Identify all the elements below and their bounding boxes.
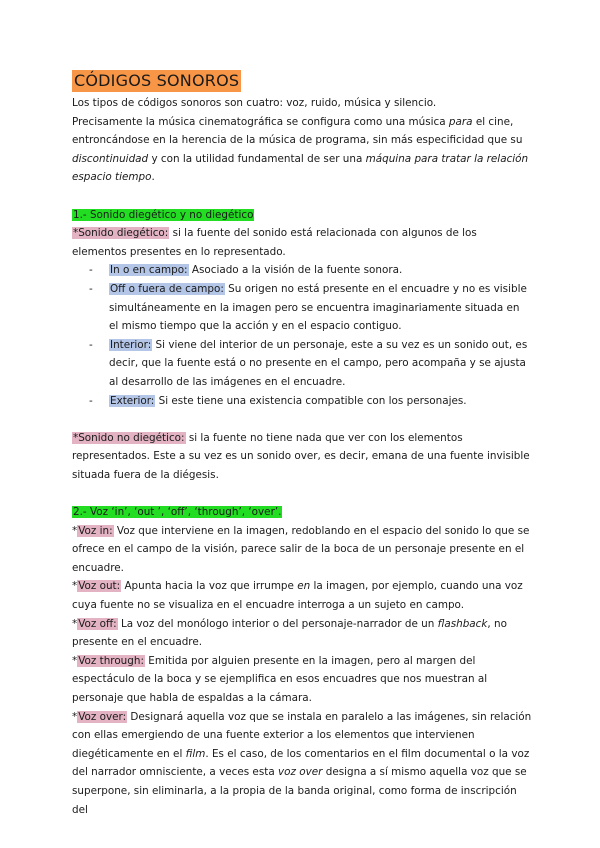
voz-through-term: Voz through: <box>78 654 144 667</box>
voz-over-definition <box>72 708 532 820</box>
list-dash: - <box>89 264 93 277</box>
intro-text: el cine, entroncándose en la herencia de la música de programa, sin más especificidad que su <box>72 115 523 147</box>
voz-off-text: , no presente en el encuadre. <box>72 617 507 649</box>
list-text: Su origen no está presente en el encuadre y no es visible simultáneamente en la imagen pero se encuentra imaginariamente situada en el mismo tiempo que la acción y en el espacio contiguo. <box>109 282 527 333</box>
voz-off-definition <box>72 615 532 652</box>
intro-paragraph-1: Los tipos de códigos sonoros son cuatro: voz, ruido, música y silencio. <box>72 97 437 109</box>
voz-out-term: Voz out: <box>78 580 121 593</box>
intro-paragraph-2 <box>72 113 532 187</box>
list-text: Si este tiene una existencia compatible con los personajes. <box>155 394 467 407</box>
section-2-heading-line <box>72 503 532 522</box>
page-title: CÓDIGOS SONOROS <box>74 71 240 90</box>
list-text: Asociado a la visión de la fuente sonora. <box>188 264 403 277</box>
voz-out-text: la imagen, por ejemplo, cuando una voz cuya fuente no se visualiza en el encuadre interroga a un sujeto en campo. <box>72 580 523 612</box>
nondiegetic-term: *Sonido no diegético: <box>73 431 185 444</box>
nondiegetic-definition <box>72 429 532 485</box>
voz-in-term: Voz in: <box>78 524 113 537</box>
bullet-star: * <box>72 654 78 667</box>
intro-text: y con la utilidad fundamental de ser una <box>148 152 366 165</box>
list-term: In o en campo: <box>110 264 188 277</box>
list-term: Off o fuera de campo: <box>110 282 224 295</box>
voz-off-term: Voz off: <box>78 617 117 630</box>
voz-in-text: Voz que interviene en la imagen, redoblando en el espacio del sonido lo que se ofrece en el campo de la visión, parece salir de la boca de un personaje presente en el encuadre. <box>72 524 530 574</box>
voz-over-emphasis: voz over <box>278 766 323 779</box>
voz-off-emphasis: flashback <box>437 617 488 630</box>
voz-out-emphasis: en <box>297 580 311 593</box>
list-item <box>89 280 532 336</box>
intro-emphasis: máquina para tratar la relación espacio tiempo <box>72 152 529 184</box>
section-1-heading: 1.- Sonido diegético y no diegético <box>73 208 254 221</box>
intro-text: . <box>151 171 155 184</box>
list-term: Exterior: <box>110 394 155 407</box>
list-item <box>89 392 532 411</box>
diegetic-definition <box>72 224 532 261</box>
voz-out-text: Apunta hacia la voz que irrumpe <box>121 580 298 593</box>
bullet-star: * <box>72 524 78 537</box>
section-1-heading-line <box>72 206 532 225</box>
voz-over-term: Voz over: <box>78 710 127 723</box>
list-dash: - <box>89 338 93 351</box>
list-dash: - <box>89 282 93 295</box>
list-item <box>89 336 532 392</box>
voz-over-text: . Es el caso, de los comentarios en el film documental o la voz del narrador omnisciente, a veces esta <box>72 747 530 779</box>
voz-through-definition <box>72 652 532 708</box>
list-dash: - <box>89 394 93 407</box>
diegetic-types-list <box>72 261 532 410</box>
intro-emphasis: para <box>448 115 473 128</box>
voz-over-text: designa a sí mismo aquella voz que se superpone, sin eliminarla, a la propia de la banda original, como forma de inscripción del <box>72 766 527 816</box>
list-term: Interior: <box>110 338 152 351</box>
bullet-star: * <box>72 710 78 723</box>
document-body <box>72 94 532 819</box>
intro-text: Precisamente la música cinematográfica se configura como una música <box>72 115 449 128</box>
nondiegetic-text: si la fuente no tiene nada que ver con los elementos representados. Este a su vez es un sonido over, es decir, emana de una fuente invisible situada fuera de la diégesis. <box>72 431 530 481</box>
diegetic-text: si la fuente del sonido está relacionada con algunos de los elementos presentes en lo representado. <box>72 227 477 258</box>
voz-over-emphasis: film <box>185 747 206 760</box>
voz-through-text: Emitida por alguien presente en la imagen, pero al margen del espectáculo de la boca y se ejemplifica en esos encuadres que nos muestran al personaje que habla de espaldas a la cámara. <box>72 654 488 704</box>
voz-over-text: Designará aquella voz que se instala en paralelo a las imágenes, sin relación con ellas emergiendo de una fuente exterior a los elementos que intervienen diegéticamente en el <box>72 710 532 760</box>
section-2-heading: 2.- Voz ‘in’, ‘out ’, ‘off’, ‘through’, ‘over’. <box>73 506 282 519</box>
bullet-star: * <box>72 617 78 630</box>
voz-in-definition <box>72 522 532 578</box>
voz-off-text: La voz del monólogo interior o del personaje-narrador de un <box>117 617 438 630</box>
bullet-star: * <box>72 580 78 593</box>
list-item <box>89 261 532 280</box>
intro-emphasis: discontinuidad <box>72 152 149 165</box>
list-text: Si viene del interior de un personaje, este a su vez es un sonido out, es decir, que la fuente está o no presente en el campo, pero acompaña y se ajusta al desarrollo de las imágenes en el encuadre. <box>109 338 528 388</box>
voz-out-definition <box>72 577 532 614</box>
diegetic-term: *Sonido diegético: <box>73 227 169 240</box>
